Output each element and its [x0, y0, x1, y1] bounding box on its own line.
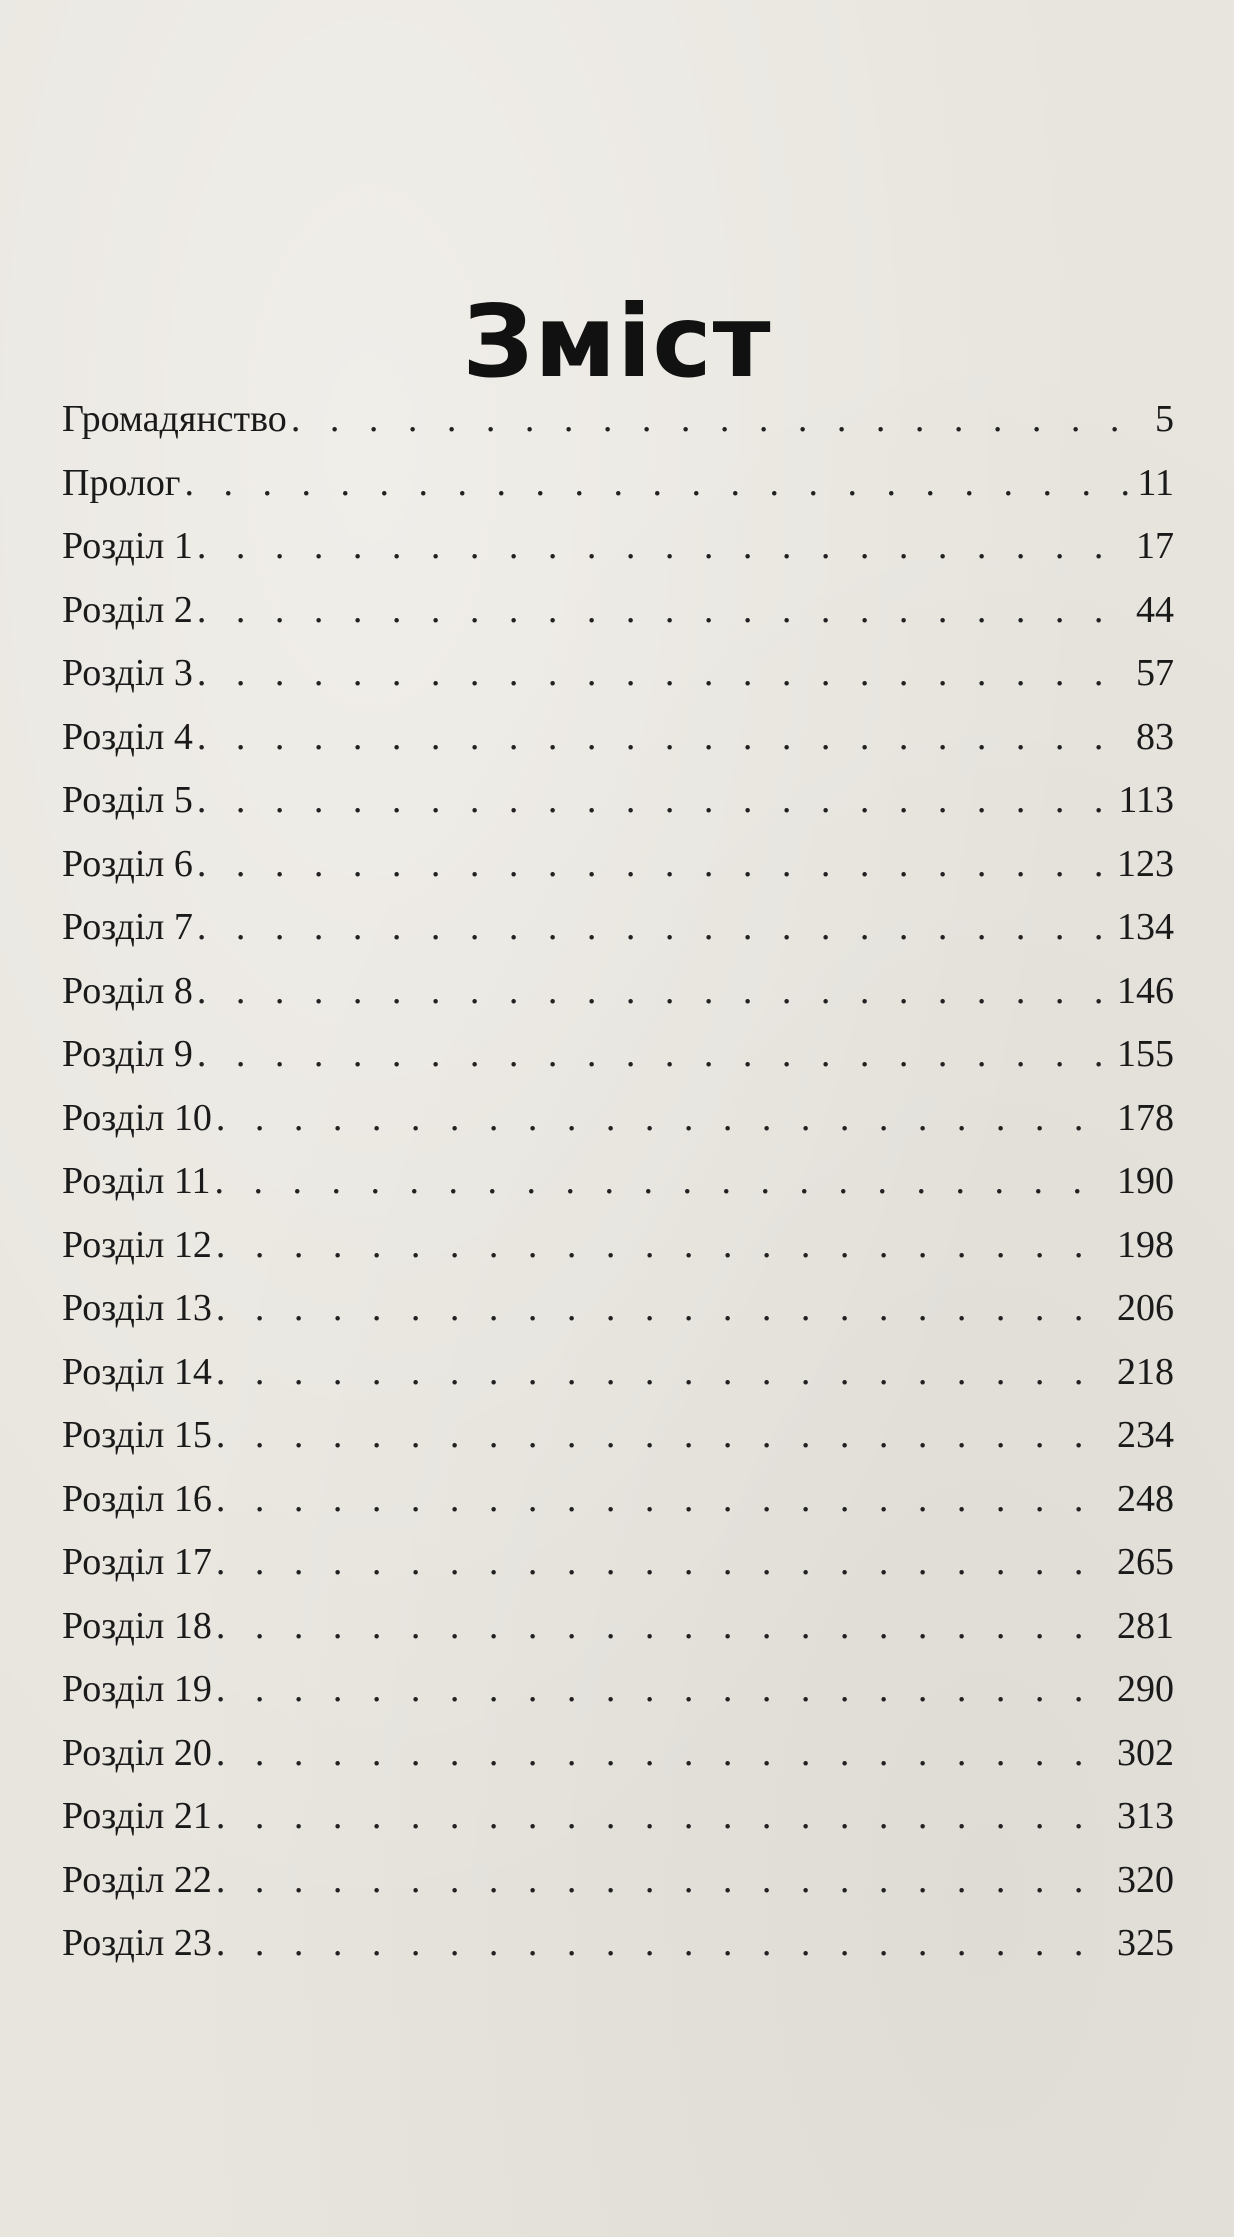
toc-entry-page-number: 313 [1117, 1795, 1174, 1837]
toc-dot-leader [216, 1785, 1113, 1849]
toc-entry-label: Розділ 16 [62, 1477, 212, 1520]
toc-entry [62, 1023, 1174, 1087]
toc-dot-leader [291, 388, 1151, 452]
toc-dot-leader [216, 1087, 1113, 1151]
toc-dot-leader [197, 1023, 1113, 1087]
toc-dot-leader [197, 896, 1113, 960]
toc-entry-label: Розділ 15 [62, 1414, 212, 1456]
table-of-contents [62, 388, 1174, 1976]
toc-entry-label: Розділ 21 [62, 1795, 212, 1837]
toc-entry-label: Розділ 11 [62, 1160, 211, 1202]
toc-entry [62, 1722, 1174, 1786]
toc-entry-label: Розділ 17 [62, 1541, 212, 1583]
toc-dot-leader [216, 1849, 1113, 1913]
toc-entry-page-number: 218 [1117, 1350, 1174, 1393]
toc-entry-page-number: 281 [1117, 1604, 1174, 1647]
toc-entry [62, 1531, 1174, 1595]
toc-entry-label: Розділ 14 [62, 1350, 212, 1393]
toc-entry [62, 960, 1174, 1024]
toc-entry-page-number: 44 [1136, 588, 1174, 631]
toc-dot-leader [216, 1531, 1113, 1595]
toc-entry-label: Розділ 7 [62, 906, 193, 948]
toc-entry-label: Розділ 5 [62, 779, 193, 821]
toc-entry [62, 1785, 1174, 1849]
toc-entry [62, 1087, 1174, 1151]
toc-entry-page-number: 302 [1117, 1731, 1174, 1774]
toc-entry [62, 515, 1174, 579]
toc-entry-label: Розділ 23 [62, 1922, 212, 1964]
toc-entry [62, 452, 1174, 516]
toc-entry-label: Розділ 10 [62, 1096, 212, 1139]
page-title: Зміст [462, 283, 772, 400]
toc-entry [62, 642, 1174, 706]
toc-dot-leader [216, 1468, 1113, 1532]
toc-dot-leader [197, 515, 1132, 579]
toc-entry-page-number: 206 [1117, 1287, 1174, 1329]
toc-entry-page-number: 248 [1117, 1477, 1174, 1520]
toc-entry-page-number: 57 [1136, 652, 1174, 694]
toc-dot-leader [197, 833, 1113, 897]
toc-dot-leader [197, 579, 1132, 643]
toc-entry-page-number: 265 [1117, 1541, 1174, 1583]
toc-entry [62, 1849, 1174, 1913]
toc-entry-page-number: 17 [1136, 525, 1174, 567]
toc-dot-leader [216, 1595, 1113, 1659]
toc-entry-page-number: 234 [1117, 1414, 1174, 1456]
toc-entry [62, 769, 1174, 833]
toc-dot-leader [216, 1658, 1113, 1722]
toc-entry-label: Розділ 1 [62, 525, 193, 567]
toc-dot-leader [216, 1341, 1113, 1405]
toc-entry [62, 1150, 1174, 1214]
toc-entry [62, 896, 1174, 960]
toc-entry [62, 1214, 1174, 1278]
toc-entry-label: Розділ 8 [62, 969, 193, 1012]
toc-entry-label: Розділ 22 [62, 1858, 212, 1901]
toc-dot-leader [216, 1214, 1113, 1278]
toc-entry-label: Розділ 18 [62, 1604, 212, 1647]
toc-entry-page-number: 11 [1137, 461, 1174, 504]
toc-entry [62, 579, 1174, 643]
toc-dot-leader [216, 1404, 1113, 1468]
toc-entry-label: Розділ 20 [62, 1731, 212, 1774]
toc-entry-label: Пролог [62, 461, 181, 504]
toc-entry [62, 1404, 1174, 1468]
toc-entry-page-number: 155 [1117, 1033, 1174, 1075]
toc-entry-page-number: 320 [1117, 1858, 1174, 1901]
toc-entry-page-number: 123 [1117, 842, 1174, 885]
toc-entry-page-number: 146 [1117, 969, 1174, 1012]
toc-entry-label: Розділ 3 [62, 652, 193, 694]
toc-entry-page-number: 178 [1117, 1096, 1174, 1139]
toc-entry-label: Розділ 4 [62, 715, 193, 758]
toc-dot-leader [197, 706, 1132, 770]
toc-entry [62, 1658, 1174, 1722]
toc-entry [62, 833, 1174, 897]
toc-dot-leader [197, 642, 1132, 706]
toc-entry [62, 706, 1174, 770]
toc-dot-leader [185, 452, 1134, 516]
toc-dot-leader [197, 769, 1115, 833]
toc-entry-label: Розділ 6 [62, 842, 193, 885]
toc-entry-page-number: 134 [1117, 906, 1174, 948]
toc-entry-label: Громадянство [62, 398, 287, 440]
toc-dot-leader [216, 1277, 1113, 1341]
toc-entry [62, 1595, 1174, 1659]
toc-dot-leader [216, 1722, 1113, 1786]
toc-entry [62, 1341, 1174, 1405]
toc-entry-page-number: 5 [1155, 398, 1174, 440]
toc-entry [62, 1468, 1174, 1532]
toc-entry [62, 388, 1174, 452]
toc-entry [62, 1277, 1174, 1341]
toc-entry-page-number: 83 [1136, 715, 1174, 758]
toc-entry-page-number: 290 [1117, 1668, 1174, 1710]
toc-dot-leader [214, 1150, 1113, 1214]
toc-entry-label: Розділ 19 [62, 1668, 212, 1710]
toc-entry-page-number: 113 [1118, 779, 1174, 821]
toc-dot-leader [197, 960, 1113, 1024]
toc-dot-leader [216, 1912, 1113, 1976]
toc-entry-label: Розділ 2 [62, 588, 193, 631]
toc-entry-label: Розділ 13 [62, 1287, 212, 1329]
toc-entry-page-number: 325 [1117, 1922, 1174, 1964]
toc-entry-label: Розділ 12 [62, 1223, 212, 1266]
toc-entry-page-number: 190 [1117, 1160, 1174, 1202]
toc-entry-label: Розділ 9 [62, 1033, 193, 1075]
toc-entry-page-number: 198 [1117, 1223, 1174, 1266]
toc-entry [62, 1912, 1174, 1976]
